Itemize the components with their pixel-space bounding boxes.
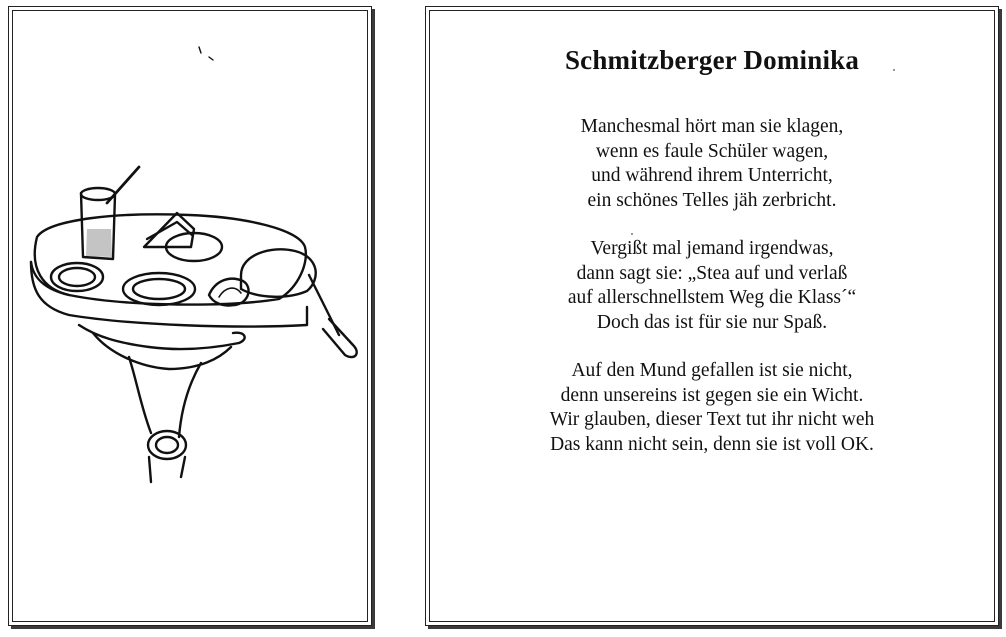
poem-line: Auf den Mund gefallen ist sie nicht,: [571, 360, 853, 381]
poem-line: ein schönes Telles jäh zerbricht.: [587, 189, 837, 211]
poem-card: [425, 6, 999, 626]
poem-line: dann sagt sie: „Stea auf und verlaß: [576, 262, 848, 284]
stanza-2: [426, 237, 998, 335]
poem-line: und während ihrem Unterricht,: [591, 165, 833, 186]
scan-speck: [631, 233, 633, 235]
scan-speck: [893, 69, 895, 71]
poem-line: auf allerschnellstem Weg die Klass´“: [567, 287, 857, 308]
stanza-3: [426, 359, 998, 457]
stanza-1: [426, 115, 998, 213]
illustration-card: [8, 6, 372, 626]
poem-line: Doch das ist für sie nur Spaß.: [596, 311, 828, 333]
waiter-tray-sketch: [9, 7, 371, 625]
poem-line: Wir glauben, dieser Text tut ihr nicht weh: [549, 409, 875, 430]
poem-line: Vergißt mal jemand irgendwas,: [590, 238, 834, 259]
poem-body: [426, 115, 998, 481]
poem-line: Das kann nicht sein, denn sie ist voll OK.: [550, 433, 874, 455]
poem-title: Schmitzberger Dominika: [564, 45, 860, 75]
poem-line: denn unsereins ist gegen sie ein Wicht.: [560, 384, 864, 406]
poem-line: Manchesmal hört man sie klagen,: [580, 116, 844, 137]
poem-line: wenn es faule Schüler wagen,: [595, 140, 829, 162]
